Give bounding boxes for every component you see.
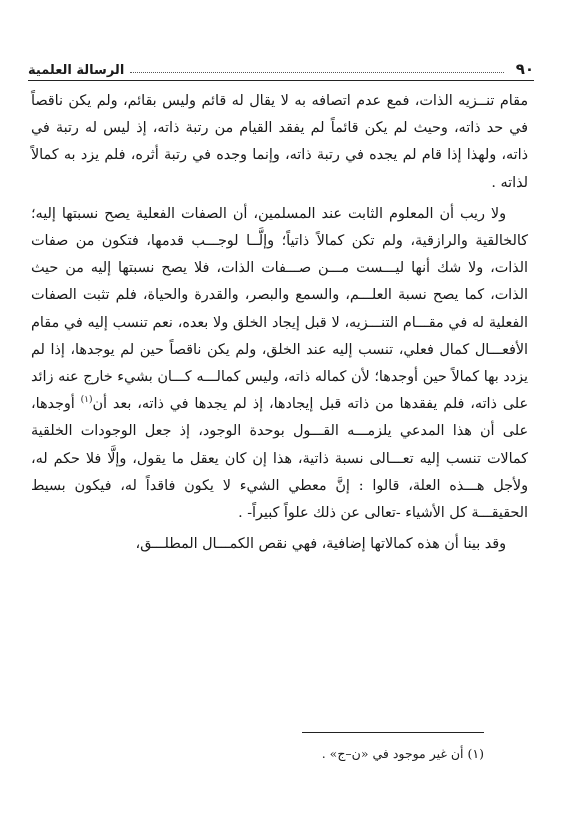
footnote-separator — [302, 732, 484, 733]
header-dotted-leader — [130, 71, 503, 73]
running-title: الرسالة العلمية — [28, 63, 125, 78]
paragraph: مقام تنــزيه الذات، فمع عدم اتصافه به لا يقال له قائم وليس بقائم، ولم يكن ناقصاً في حد ذاته، وحيث لم يكن قائماً لم يفقد القيام من رتبة ذاته، إذ ليس له رتبة في ذاته، ولهذا إذا قام لم يجده في رتبة ذاته، وإنما وجده في رتبة أثره، فلم يزد به كمالاً لذاته . — [31, 93, 528, 191]
paragraph-part: ولا ريب أن المعلوم الثابت عند المسلمين، أن الصفات الفعلية يصح نسبتها إليه؛ كالخالقية والرازقية، ولم تكن كمالاً ذاتياً؛ وإلَّــا لوجـــب قدمها، فتكون من صفات الذات، ولا شك أنها ليـــست مـــن صـــفات الذات، فلا يصح نسبتها إليه من حيث الذات، كما يصح نسبة العلـــم، والسمع والبصر، والقدرة والحياة، فلم تثبت الصفات الفعلية له في مقـــام التنـــزيه، لا قبل إيجاد الخلق ولا بعده، نعم تنسب إليه في مقام الأفعـــال كمال فعلي، تنسب إليه عند الخلق، ولم يكن ناقصاً حين لم يوجدها، إذا لم يزدد بها كمالاً حين أوجدها؛ لأن كماله ذاته، وليس كمالـــه كـــان بشيء خارج عنه زائد على ذاته، فلم يفقدها من ذاته قبل إيجادها، إذ لم يجدها في ذاته، بعد أن — [31, 205, 528, 413]
page-number: ٩٠ — [515, 60, 534, 78]
paragraph-part: أوجدها، على أن هذا المدعي يلزمـــه القـــول بوحدة الوجود، إذ جعل الوجودات الخلقية كمالات تنسب إليه تعـــالى نسبة ذاتية، هذا إن كان يعقل ما يقول، وإلَّا فلا حكم له، ولأجل هـــذه العلة، قالوا : إنَّ معطي الشيء لا يكون فاقداً له، فيكون بسيط الحقيقـــة كل الأشياء -تعالى عن ذلك علواً كبيراً- . — [31, 396, 528, 522]
footnote: (١) أن غير موجود في «ن–ج» . — [321, 746, 484, 761]
paragraph: وقد بينا أن هذه كمالاتها إضافية، فهي نقص الكمـــال المطلـــق، — [135, 536, 506, 553]
paragraph — [31, 201, 528, 527]
main-text — [31, 88, 528, 558]
footnote-marker[interactable]: (١) — [80, 395, 93, 406]
page-header — [28, 54, 534, 81]
